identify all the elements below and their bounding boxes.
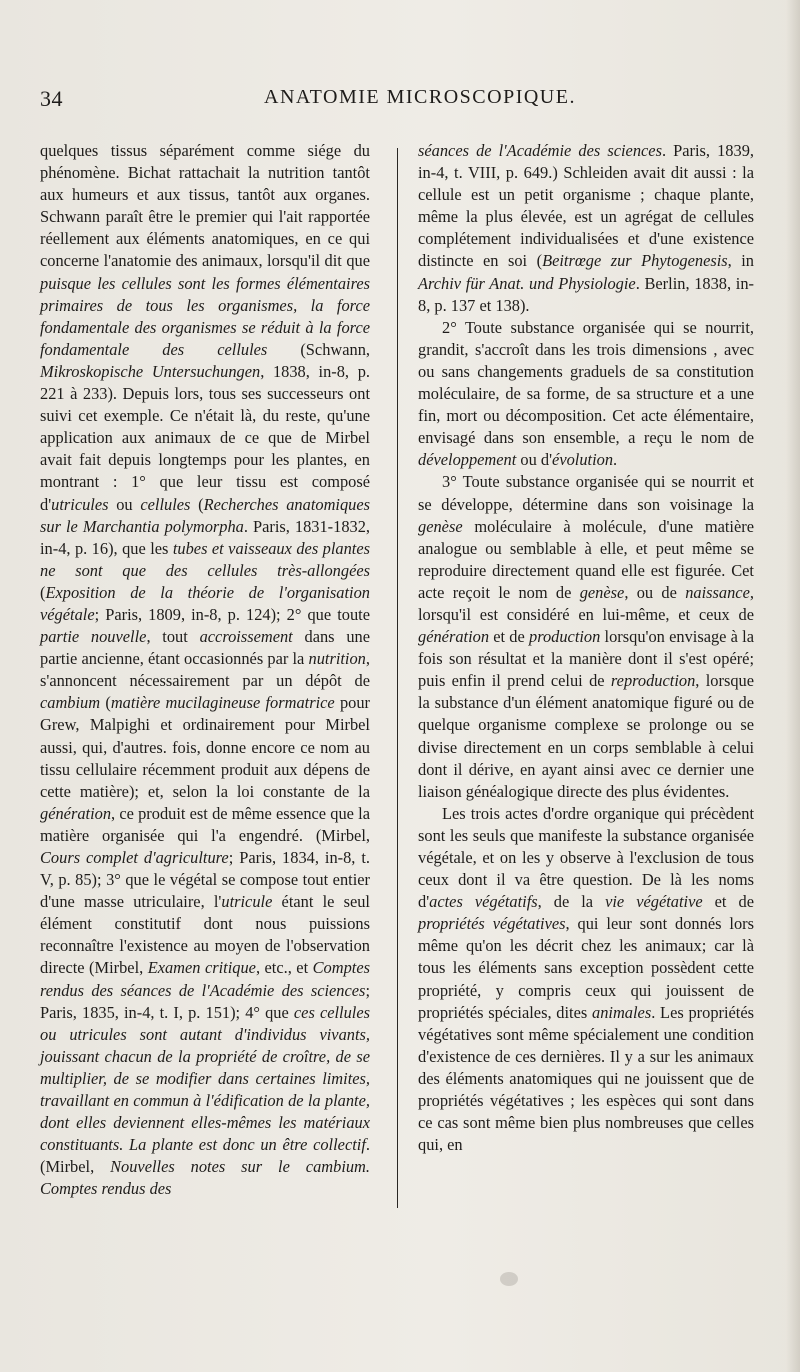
italic-run: Examen critique <box>147 958 256 978</box>
italic-run: cellules <box>140 494 191 514</box>
italic-run: Recherches anatomiques sur le Marchantia polymorpha <box>40 494 371 536</box>
italic-run: partie nouvelle <box>40 627 147 647</box>
text-run: , ou de <box>624 582 686 602</box>
italic-run: utricules <box>51 494 109 514</box>
text-run: (Schwann, <box>267 339 370 359</box>
italic-run: reproduction <box>610 671 696 691</box>
italic-run: matière mucilagineuse formatrice <box>110 693 335 713</box>
right-paragraph-2 <box>418 317 754 472</box>
text-run: . Paris, 1839, in-4, t. VIII, p. 649.) Schleiden avait dit aussi : la cellule est un petit organisme ; chaque plante, même la plus élevée, est un agrégat de cellules complétement individualisées et d'une existence distincte en soi ( <box>418 141 754 271</box>
text-run: , etc., et <box>255 958 313 978</box>
italic-run: accroissement <box>199 627 293 647</box>
column-divider <box>397 148 398 1208</box>
italic-run: genèse <box>579 582 625 602</box>
italic-run: développement <box>418 450 517 470</box>
text-run: . (Mirbel, <box>40 1135 370 1177</box>
text-run: . <box>613 450 618 470</box>
italic-run: production <box>529 627 601 647</box>
right-paragraph-3 <box>418 471 754 802</box>
italic-run: utricule <box>221 892 273 912</box>
text-run: , lorsqu'il est considéré en lui-même, et ceux de <box>418 582 754 624</box>
text-run: ou d' <box>516 450 553 470</box>
page-number: 34 <box>40 86 63 111</box>
text-run: dans une partie ancienne, étant occasionnés par la <box>40 627 370 669</box>
page-edge-shadow <box>786 0 800 1372</box>
italic-run: naissance <box>685 582 750 602</box>
italic-run: évolution <box>552 450 614 470</box>
italic-run: séances de l'Académie des sciences <box>418 141 662 160</box>
text-run: moléculaire à molécule, d'une matière analogue ou semblable à elle, et peut même se reproduire directement quand elle est figurée. Cet acte reçoit le nom de <box>418 516 754 602</box>
italic-run: tubes et vaisseaux des plantes ne sont que des cellules très-allongées <box>40 538 370 580</box>
italic-run: Comptes rendus des séances de l'Académie des sciences <box>40 958 370 1000</box>
right-paragraph-4 <box>418 803 754 1157</box>
text-run: quelques tissus séparément comme siége du phénomène. Bichat rattachait la nutrition tantôt aux humeurs et aux tissus, tantôt aux organes. Schwann paraît être le premier qui l'ait rapportée réellement aux éléments anatomiques, en ce qui concerne l'anatomie des animaux, lorsqu'il dit que <box>40 141 370 271</box>
italic-run: Beitrœge zur Phytogenesis <box>542 251 728 271</box>
italic-run: actes végétatifs <box>429 892 538 912</box>
text-run: étant le seul élément constitutif dont nous puissions reconnaître l'existence au moyen de l'observation directe (Mirbel, <box>40 892 370 978</box>
text-run: , lorsque la substance d'un élément anatomique figuré ou de quelque organisme complexe se prolonge ou se divise directement en un corps semblable à celui dont il dérive, en ayant ainsi avec ce dernier une liaison généalogique directe des plus évidentes. <box>418 671 754 801</box>
italic-run: Nouvelles notes sur le cambium. Comptes rendus des <box>40 1157 370 1199</box>
text-run: ; Paris, 1809, in-8, p. 124); 2° que toute <box>94 604 370 624</box>
text-run: ( <box>40 582 46 602</box>
text-run: lorsqu'on envisage à la fois son résultat et la manière dont il s'est opéré; puis enfin il prend celui de <box>418 627 754 691</box>
text-run: . Berlin, 1838, in-8, p. 137 et 138). <box>418 273 754 315</box>
text-run: ( <box>100 693 111 713</box>
italic-run: Mikroskopische Untersuchungen <box>40 361 261 381</box>
italic-run: genèse <box>418 516 463 536</box>
ink-smudge <box>500 1272 518 1286</box>
left-paragraph-1 <box>40 140 370 1201</box>
italic-run: nutrition <box>308 649 366 669</box>
right-paragraph-1 <box>418 140 754 317</box>
text-run: , tout <box>146 627 200 647</box>
text-run: et de <box>702 892 754 912</box>
text-run: ; Paris, 1834, in-8, t. V, p. 85); 3° que le végétal se compose tout entier d'une masse utriculaire, l' <box>40 848 370 912</box>
italic-run: génération <box>40 803 112 823</box>
text-run: . Les propriétés végétatives sont même spécialement une condition d'existence de ces dernières. Il y a sur les animaux des éléments anatomiques qui ne jouissent que de propriétés végétatives ; les espèces qui sont dans ce cas sont même bien plus nombreuses que celles qui, en <box>418 1002 755 1155</box>
text-run: , de la <box>537 892 606 912</box>
italic-run: Archiv für Anat. und Physiologie <box>418 273 636 293</box>
italic-run: animales <box>592 1002 652 1022</box>
italic-run: Cours complet d'agriculture <box>40 848 229 867</box>
italic-run: puisque les cellules sont les formes élémentaires primaires de tous les organismes, la force fondamentale des organismes se réduit à la force fondamentale des cellules <box>40 273 370 359</box>
text-run: , qui leur sont donnés lors même qu'on les décrit chez les animaux; car là tous les éléments sans exception possèdent cette propriété, y compris ceux qui jouissent de propriétés spéciales, dites <box>418 914 754 1022</box>
italic-run: cambium <box>40 693 101 713</box>
running-title: ANATOMIE MICROSCOPIQUE. <box>264 86 576 108</box>
text-run: . Paris, 1831-1832, in-4, p. 16), que les <box>40 516 370 558</box>
italic-run: génération <box>418 627 490 647</box>
italic-run: Exposition de la théorie de l'organisation végétale <box>40 582 370 624</box>
text-run: , 1838, in-8, p. 221 à 233). Depuis lors, tous ses successeurs ont suivi cet exemple. Ce n'était là, du reste, qu'une application aux animaux de ce que de Mirbel avait fait depuis longtemps pour les plantes, en montrant : 1° que leur tissu est composé d' <box>40 361 370 514</box>
text-run: Les trois actes d'ordre organique qui précèdent sont les seuls que manifeste la substance organisée végétale, et on les y observe à l'exclusion de tous ceux dont il va être question. De là les noms d' <box>418 803 754 912</box>
right-column <box>418 140 754 1156</box>
left-column <box>40 140 370 1201</box>
text-run: 2° Toute substance organisée qui se nourrit, grandit, s'accroît dans les trois dimensions , avec ou sans changements graduels de sa constitution moléculaire, de sa forme, de sa structure et a une fin, mort ou décomposition. Cet acte élémentaire, envisagé dans son ensemble, a reçu le nom de <box>418 317 754 448</box>
text-run: ( <box>190 494 204 514</box>
text-run: , in <box>727 251 754 271</box>
italic-run: ces cellules ou utricules sont autant d'individus vivants, jouissant chacun de la propriété de croître, de se multiplier, de se modifier dans certaines limites, travaillant en commun à l'édification de la plante, dont elles deviennent elles-mêmes les matériaux constituants. La plante est donc un être collectif <box>40 1002 371 1155</box>
text-run: 3° Toute substance organisée qui se nourrit et se développe, détermine dans son voisinage la <box>418 472 754 514</box>
text-run: ou <box>108 494 141 514</box>
text-run: et de <box>489 627 529 647</box>
text-run: , s'annoncent nécessairement par un dépôt de <box>40 649 370 691</box>
page-header <box>40 86 760 122</box>
text-run: , ce produit est de même essence que la matière organisée qui l'a engendré. (Mirbel, <box>40 803 370 845</box>
text-run: pour Grew, Malpighi et ordinairement pour Mirbel aussi, qui, d'autres. fois, donne encore ce nom au tissu cellulaire récemment produit aux dépens de cette matière); et, selon la loi constante de la <box>40 693 370 801</box>
text-run: ; Paris, 1835, in-4, t. I, p. 151); 4° que <box>40 980 370 1022</box>
italic-run: vie végétative <box>605 892 703 912</box>
italic-run: propriétés végétatives <box>418 914 566 934</box>
